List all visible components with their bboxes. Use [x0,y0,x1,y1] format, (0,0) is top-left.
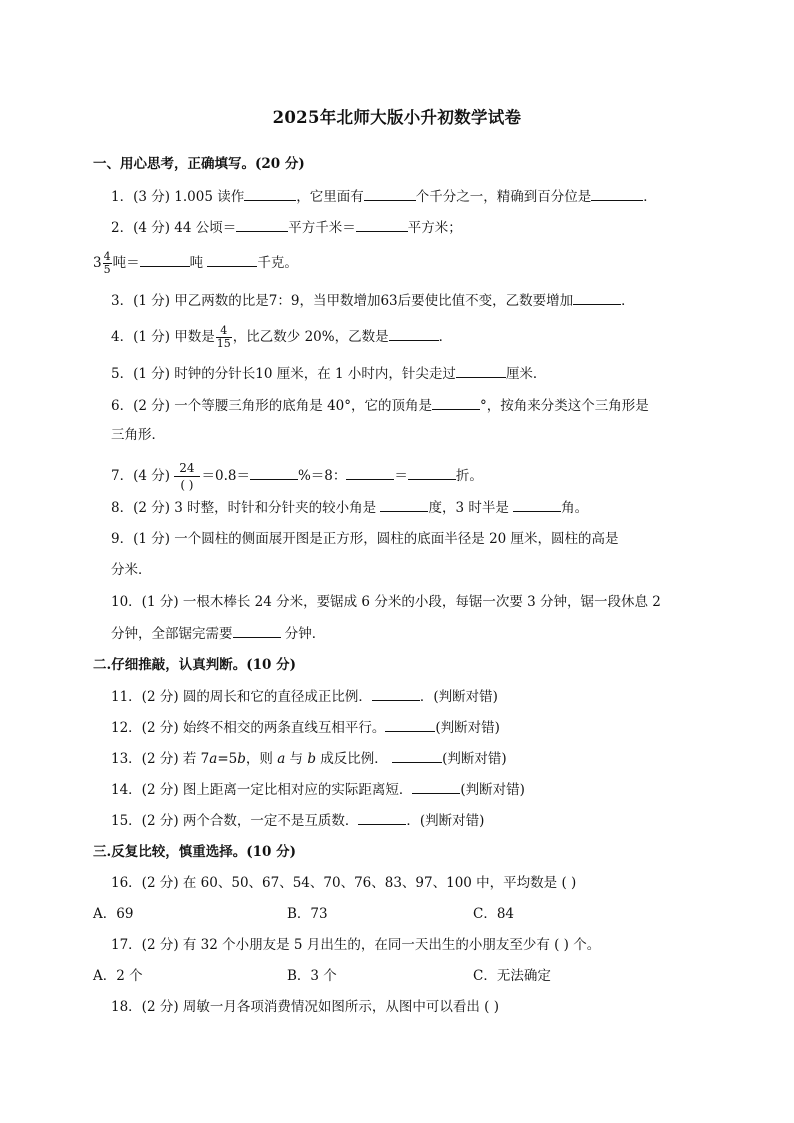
q2b-text: 千克。 [257,255,298,271]
question-3 [111,290,635,311]
q11-text: 11．(2 分) 圆的周长和它的直径成正比例． [111,689,372,705]
q5-text: 厘米． [505,366,547,382]
q12-text: 12．(2 分) 始终不相交的两条直线互相平行。 [111,720,386,736]
section-heading-judge: 二.仔细推敲，认真判断。(10 分) [93,657,296,673]
q10-text: 分钟，全部锯完需要 [111,626,233,642]
q2-text: 平方千米＝ [288,220,356,236]
question-18: 18．(2 分) 周敏一月各项消费情况如图所示，从图中可以看出 ( ) [111,999,499,1015]
q15-text: ．(判断对错) [406,813,485,829]
q2-text: 2．(4 分) 44 公顷＝ [111,220,237,236]
fraction-denominator: 5 [103,263,111,276]
answer-blank[interactable] [236,217,288,232]
answer-blank[interactable] [380,497,428,512]
question-17: 17．(2 分) 有 32 个小朋友是 5 月出生的，在同一天出生的小朋友至少有 ( ) 个。 [111,937,601,953]
fraction [103,251,112,276]
q13-text: 13．(2 分) 若 7 [111,751,210,767]
q5-text: 5．(1 分) 时钟的分针长10 厘米，在 1 小时内，针尖走过 [111,366,456,382]
q1-text: ． [643,189,657,205]
q4-text: 4．(1 分) 甲数是 [111,329,215,345]
answer-blank[interactable] [358,810,406,825]
page-title: 2025年北师大版小升初数学试卷 [272,108,522,127]
question-5 [111,363,546,384]
answer-blank[interactable] [408,465,456,480]
question-4 [111,325,452,350]
variable: b [237,751,246,767]
q1-text: 个千分之一，精确到百分位是 [415,189,592,205]
q2-text: 平方米； [407,220,462,236]
question-8 [111,497,588,518]
fraction-numerator: 24 [179,461,195,475]
answer-blank[interactable] [591,186,643,201]
question-13 [111,748,507,769]
q7-text: ＝ [394,468,408,484]
answer-blank[interactable] [356,217,408,232]
mixed-number-whole: 3 [93,255,102,271]
q3-text: ． [621,293,635,309]
q13-text: 成反比例． [316,751,393,767]
answer-blank[interactable] [412,779,460,794]
question-10: 10．(1 分) 一根木棒长 24 分米，要锯成 6 分米的小段，每锯一次要 3 分钟，锯一段休息 2 [111,594,661,610]
question-6 [111,395,649,416]
option-a[interactable]: A．2 个 [93,968,143,984]
question-16: 16．(2 分) 在 60、50、67、54、70、76、83、97、100 中，平均数是 ( ) [111,875,577,891]
q13-text: (判断对错) [442,751,507,767]
q13-text: =5 [217,751,238,767]
question-14 [111,779,525,800]
fraction-denominator: 15 [216,337,231,350]
answer-blank[interactable] [432,395,480,410]
question-1 [111,186,657,207]
q15-text: 15．(2 分) 两个合数，一定不是互质数． [111,813,359,829]
q7-text: 折。 [455,468,483,484]
answer-blank[interactable] [250,465,298,480]
question-7 [111,460,483,493]
answer-blank[interactable] [140,252,190,267]
answer-blank[interactable] [392,748,442,763]
q12-text: (判断对错) [435,720,500,736]
answer-blank[interactable] [513,497,561,512]
q3-text: 3．(1 分) 甲乙两数的比是7：9，当甲数增加63后要使比值不变，乙数要增加 [111,293,574,309]
fraction [174,460,199,493]
q8-text: 度，3 时半是 [428,500,514,516]
q8-text: 8．(2 分) 3 时整，时针和分针夹的较小角是 [111,500,381,516]
q11-text: ．(判断对错) [419,689,498,705]
question-9: 9．(1 分) 一个圆柱的侧面展开图是正方形，圆柱的底面半径是 20 厘米，圆柱的高是 [111,531,619,547]
q13-text: 与 [285,751,308,767]
option-c[interactable]: C．84 [473,906,515,922]
q14-text: (判断对错) [460,782,525,798]
question-9-continued: 分米． [111,562,152,578]
question-2-part-b [93,251,298,276]
q4-text: ，比乙数少 20%，乙数是 [232,329,389,345]
q10-text: 分钟． [280,626,326,642]
q7-text: 7．(4 分) [111,468,171,484]
option-c[interactable]: C．无法确定 [473,968,551,984]
q14-text: 14．(2 分) 图上距离一定比相对应的实际距离短． [111,782,413,798]
question-11 [111,686,498,707]
answer-blank[interactable] [244,186,296,201]
question-6-continued: 三角形． [111,427,165,443]
variable: a [277,751,286,767]
answer-blank[interactable] [364,186,416,201]
fraction-denominator[interactable]: ( ) [174,476,199,493]
q1-text: 1．(3 分) 1.005 读作 [111,189,245,205]
q4-text: ． [438,329,453,345]
answer-blank[interactable] [207,252,257,267]
q6-text: °，按角来分类这个三角形是 [480,398,649,414]
option-b[interactable]: B．73 [287,906,328,922]
q8-text: 角。 [561,500,589,516]
answer-blank[interactable] [346,465,394,480]
answer-blank[interactable] [372,686,420,701]
question-15 [111,810,484,831]
variable: a [209,751,218,767]
option-a[interactable]: A．69 [93,906,134,922]
fraction-numerator: 4 [220,324,228,337]
question-12 [111,717,500,738]
q6-text: 6．(2 分) 一个等腰三角形的底角是 40°，它的顶角是 [111,398,433,414]
q2b-text: 吨＝ [112,255,140,271]
question-2 [111,217,462,238]
question-10-continued [111,623,325,644]
option-b[interactable]: B．3 个 [287,968,337,984]
fraction [216,325,232,350]
q13-text: ，则 [245,751,278,767]
answer-blank[interactable] [233,623,281,638]
variable: b [307,751,316,767]
answer-blank[interactable] [385,717,435,732]
q2b-text: 吨 [189,255,204,271]
answer-blank[interactable] [573,290,621,305]
fraction-numerator: 4 [103,250,111,263]
q7-text: %＝8： [297,468,347,484]
answer-blank[interactable] [389,326,439,341]
section-heading-choice: 三.反复比较，慎重选择。(10 分) [93,844,296,860]
q7-text: ＝0.8＝ [201,468,250,484]
q1-text: ，它里面有 [296,189,364,205]
section-heading-fill-in: 一、用心思考，正确填写。(20 分) [93,156,305,172]
answer-blank[interactable] [456,363,506,378]
